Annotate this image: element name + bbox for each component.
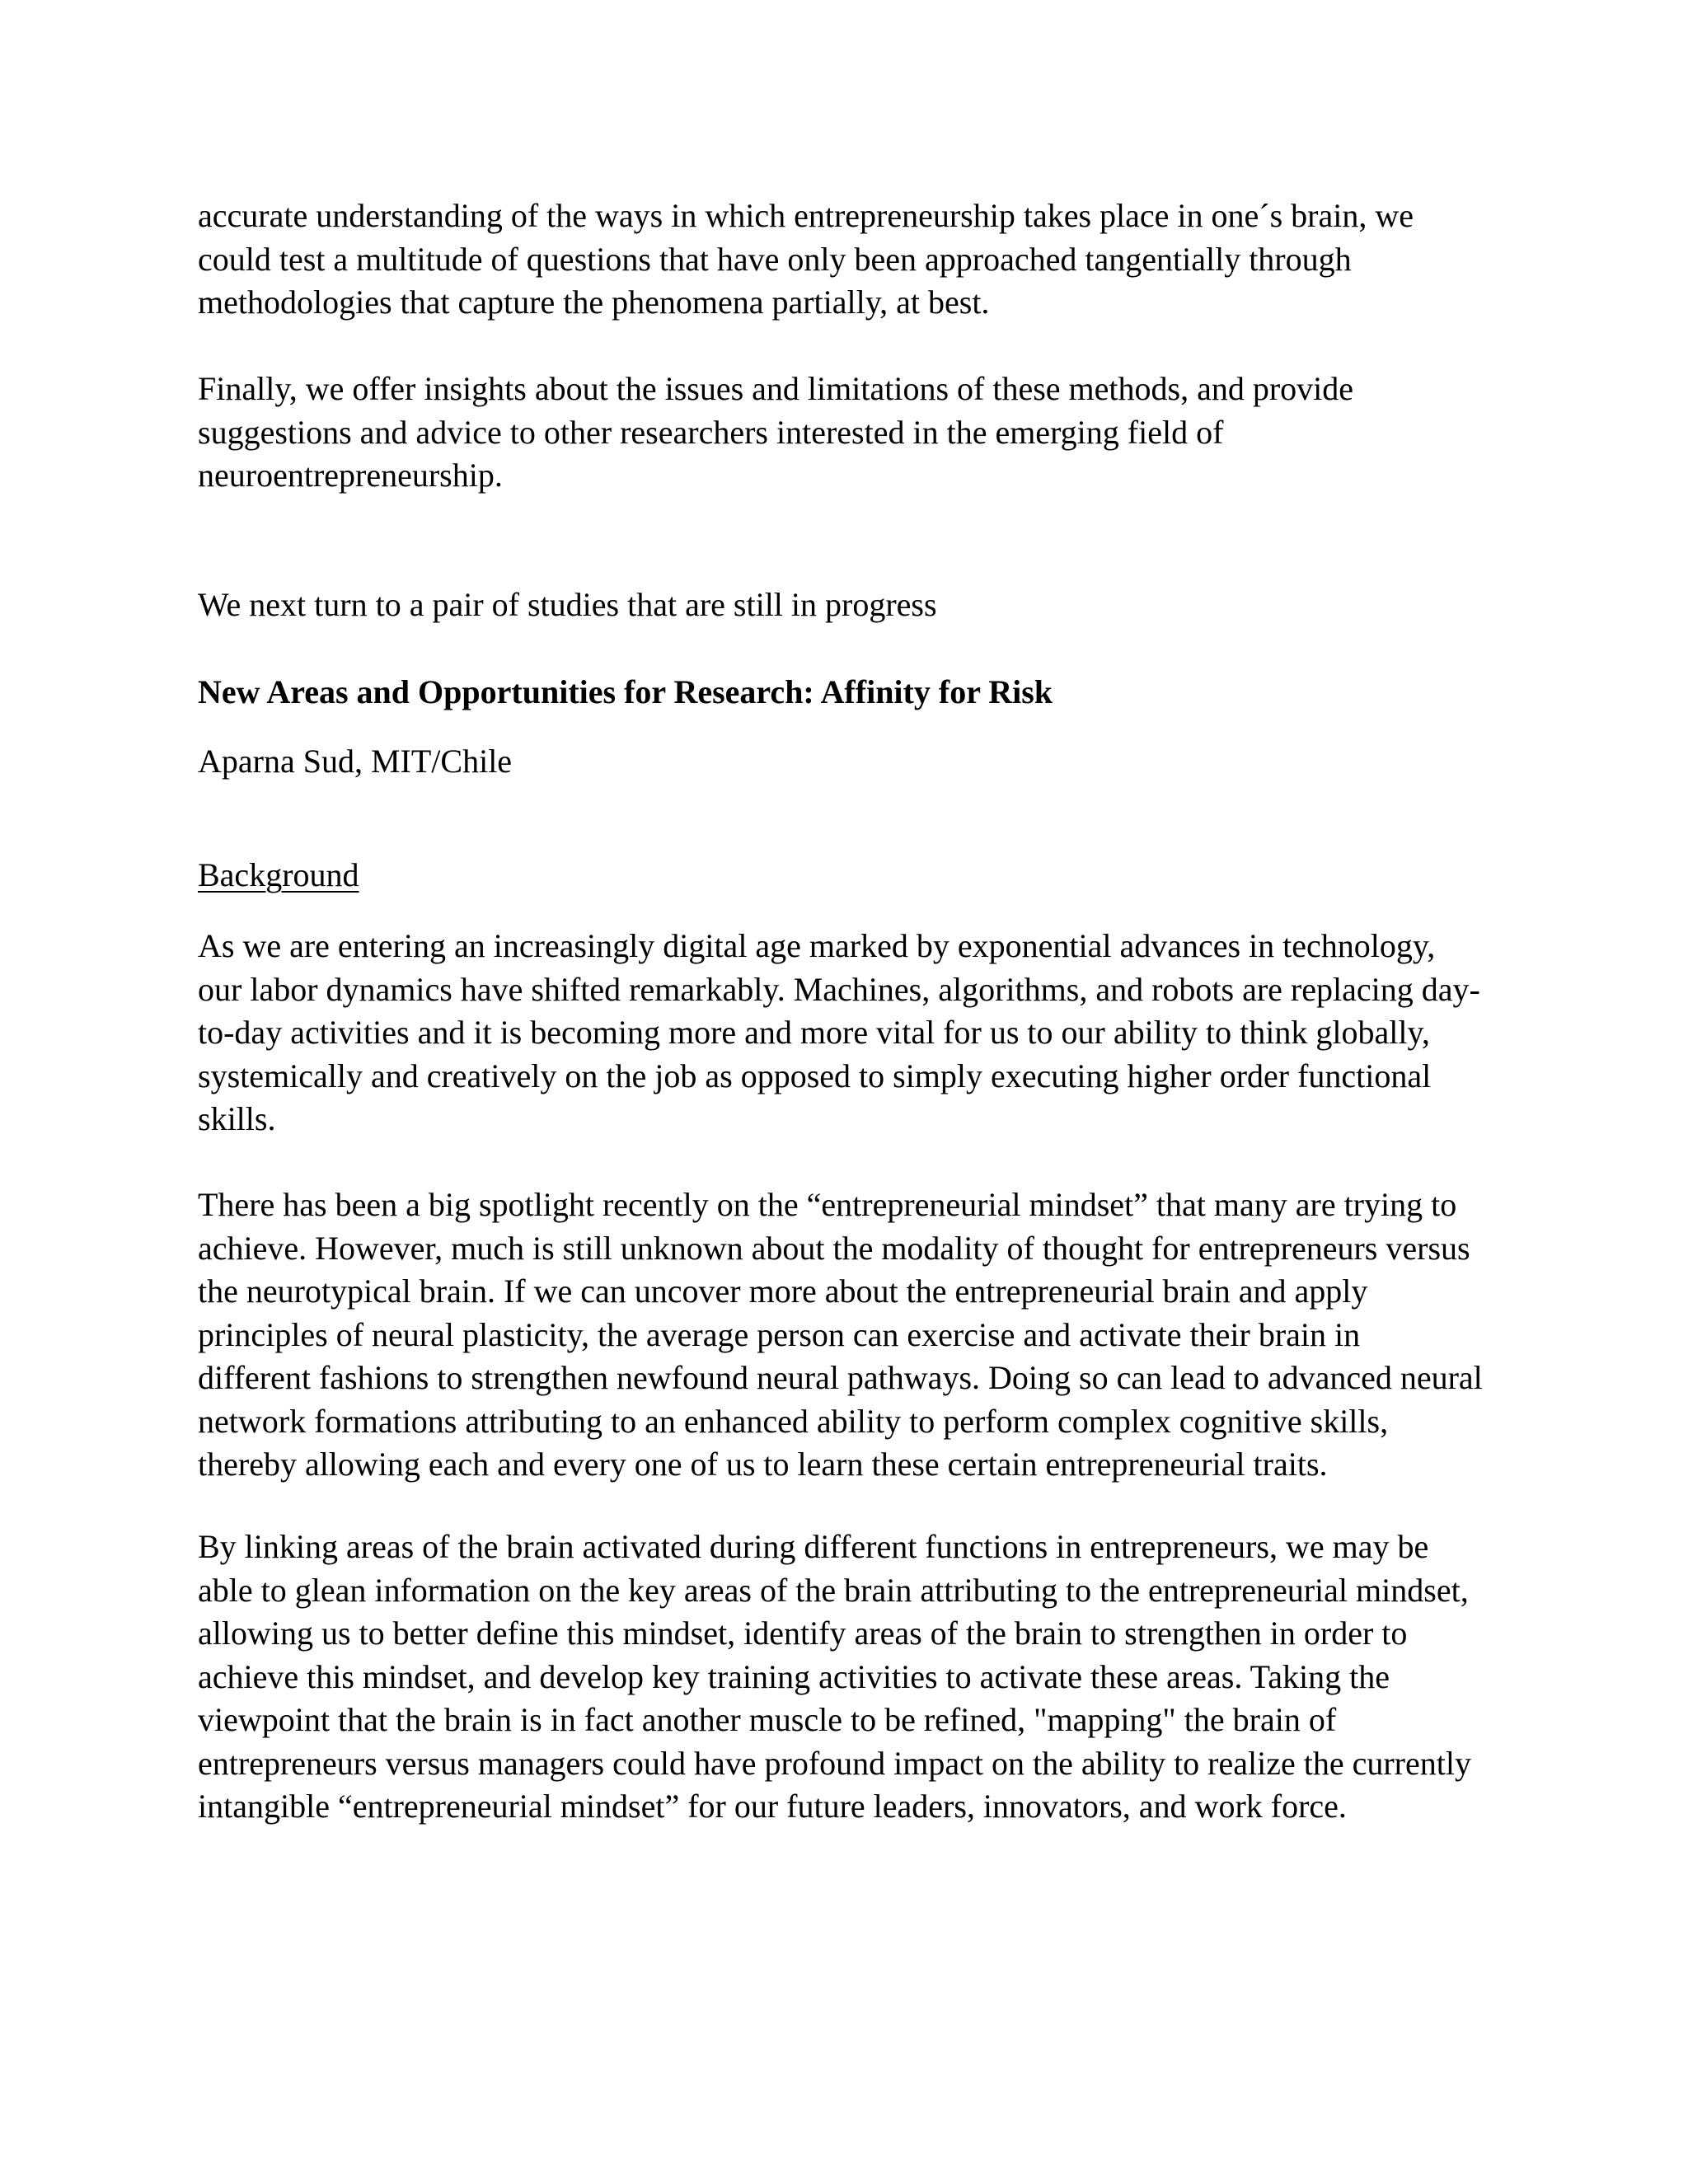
text-line: viewpoint that the brain is in fact another muscle to be refined, "mapping" the brain of [198,1701,1337,1738]
text-line: principles of neural plasticity, the average person can exercise and activate their brain in [198,1315,1361,1353]
author-line [198,740,1484,784]
text-line: neuroentrepreneurship. [198,457,503,494]
author-line-text: Aparna Sud, MIT/Chile [198,743,513,780]
paragraph-background-3 [198,1526,1484,1829]
text-line: network formations attributing to an enhanced ability to perform complex cognitive skills, [198,1402,1389,1440]
text-line: There has been a big spotlight recently on the “entrepreneurial mindset” that many are trying to [198,1186,1457,1223]
text-line: achieve. However, much is still unknown about the modality of thought for entrepreneurs versus [198,1229,1470,1267]
text-line: allowing us to better define this mindset, identify areas of the brain to strengthen in order to [198,1615,1408,1652]
text-line: systemically and creatively on the job as opposed to simply executing higher order functional [198,1057,1432,1094]
text-line: methodologies that capture the phenomena partially, at best. [198,284,990,321]
text-line: our labor dynamics have shifted remarkably. Machines, algorithms, and robots are replacing day- [198,970,1480,1008]
text-line: entrepreneurs versus managers could have profound impact on the ability to realize the currently [198,1744,1471,1782]
text-line: thereby allowing each and every one of us to learn these certain entrepreneurial traits. [198,1446,1328,1483]
paragraph-finally [198,368,1484,498]
text-line: achieve this mindset, and develop key training activities to activate these areas. Taking the [198,1657,1390,1695]
text-line: suggestions and advice to other researchers interested in the emerging field of [198,413,1224,451]
background-subheading-text: Background [198,856,359,893]
text-line: Finally, we offer insights about the issues and limitations of these methods, and provide [198,370,1354,407]
paragraph-intro-continuation [198,194,1484,325]
text-line: We next turn to a pair of studies that are still in progress [198,586,937,623]
text-line: skills. [198,1100,276,1137]
text-line: to-day activities and it is becoming more and more vital for us to our ability to think globally, [198,1014,1430,1051]
text-line: intangible “entrepreneurial mindset” for our future leaders, innovators, and work force. [198,1788,1347,1825]
text-line: could test a multitude of questions that have only been approached tangentially through [198,240,1352,278]
paragraph-background-1 [198,925,1484,1141]
text-line: By linking areas of the brain activated during different functions in entrepreneurs, we may be [198,1528,1429,1565]
section-heading-text: New Areas and Opportunities for Research: Affinity for Risk [198,673,1053,710]
paragraph-next-turn [198,583,1484,627]
text-line: the neurotypical brain. If we can uncover more about the entrepreneurial brain and apply [198,1272,1368,1310]
background-subheading [198,854,1484,898]
text-line: able to glean information on the key areas of the brain attributing to the entrepreneurial mindset, [198,1571,1469,1609]
text-line: accurate understanding of the ways in which entrepreneurship takes place in one´s brain, we [198,197,1414,234]
text-line: different fashions to strengthen newfound neural pathways. Doing so can lead to advanced neural [198,1359,1483,1396]
paragraph-background-2 [198,1183,1484,1487]
section-heading [198,671,1484,715]
text-line: As we are entering an increasingly digital age marked by exponential advances in technology, [198,927,1436,964]
